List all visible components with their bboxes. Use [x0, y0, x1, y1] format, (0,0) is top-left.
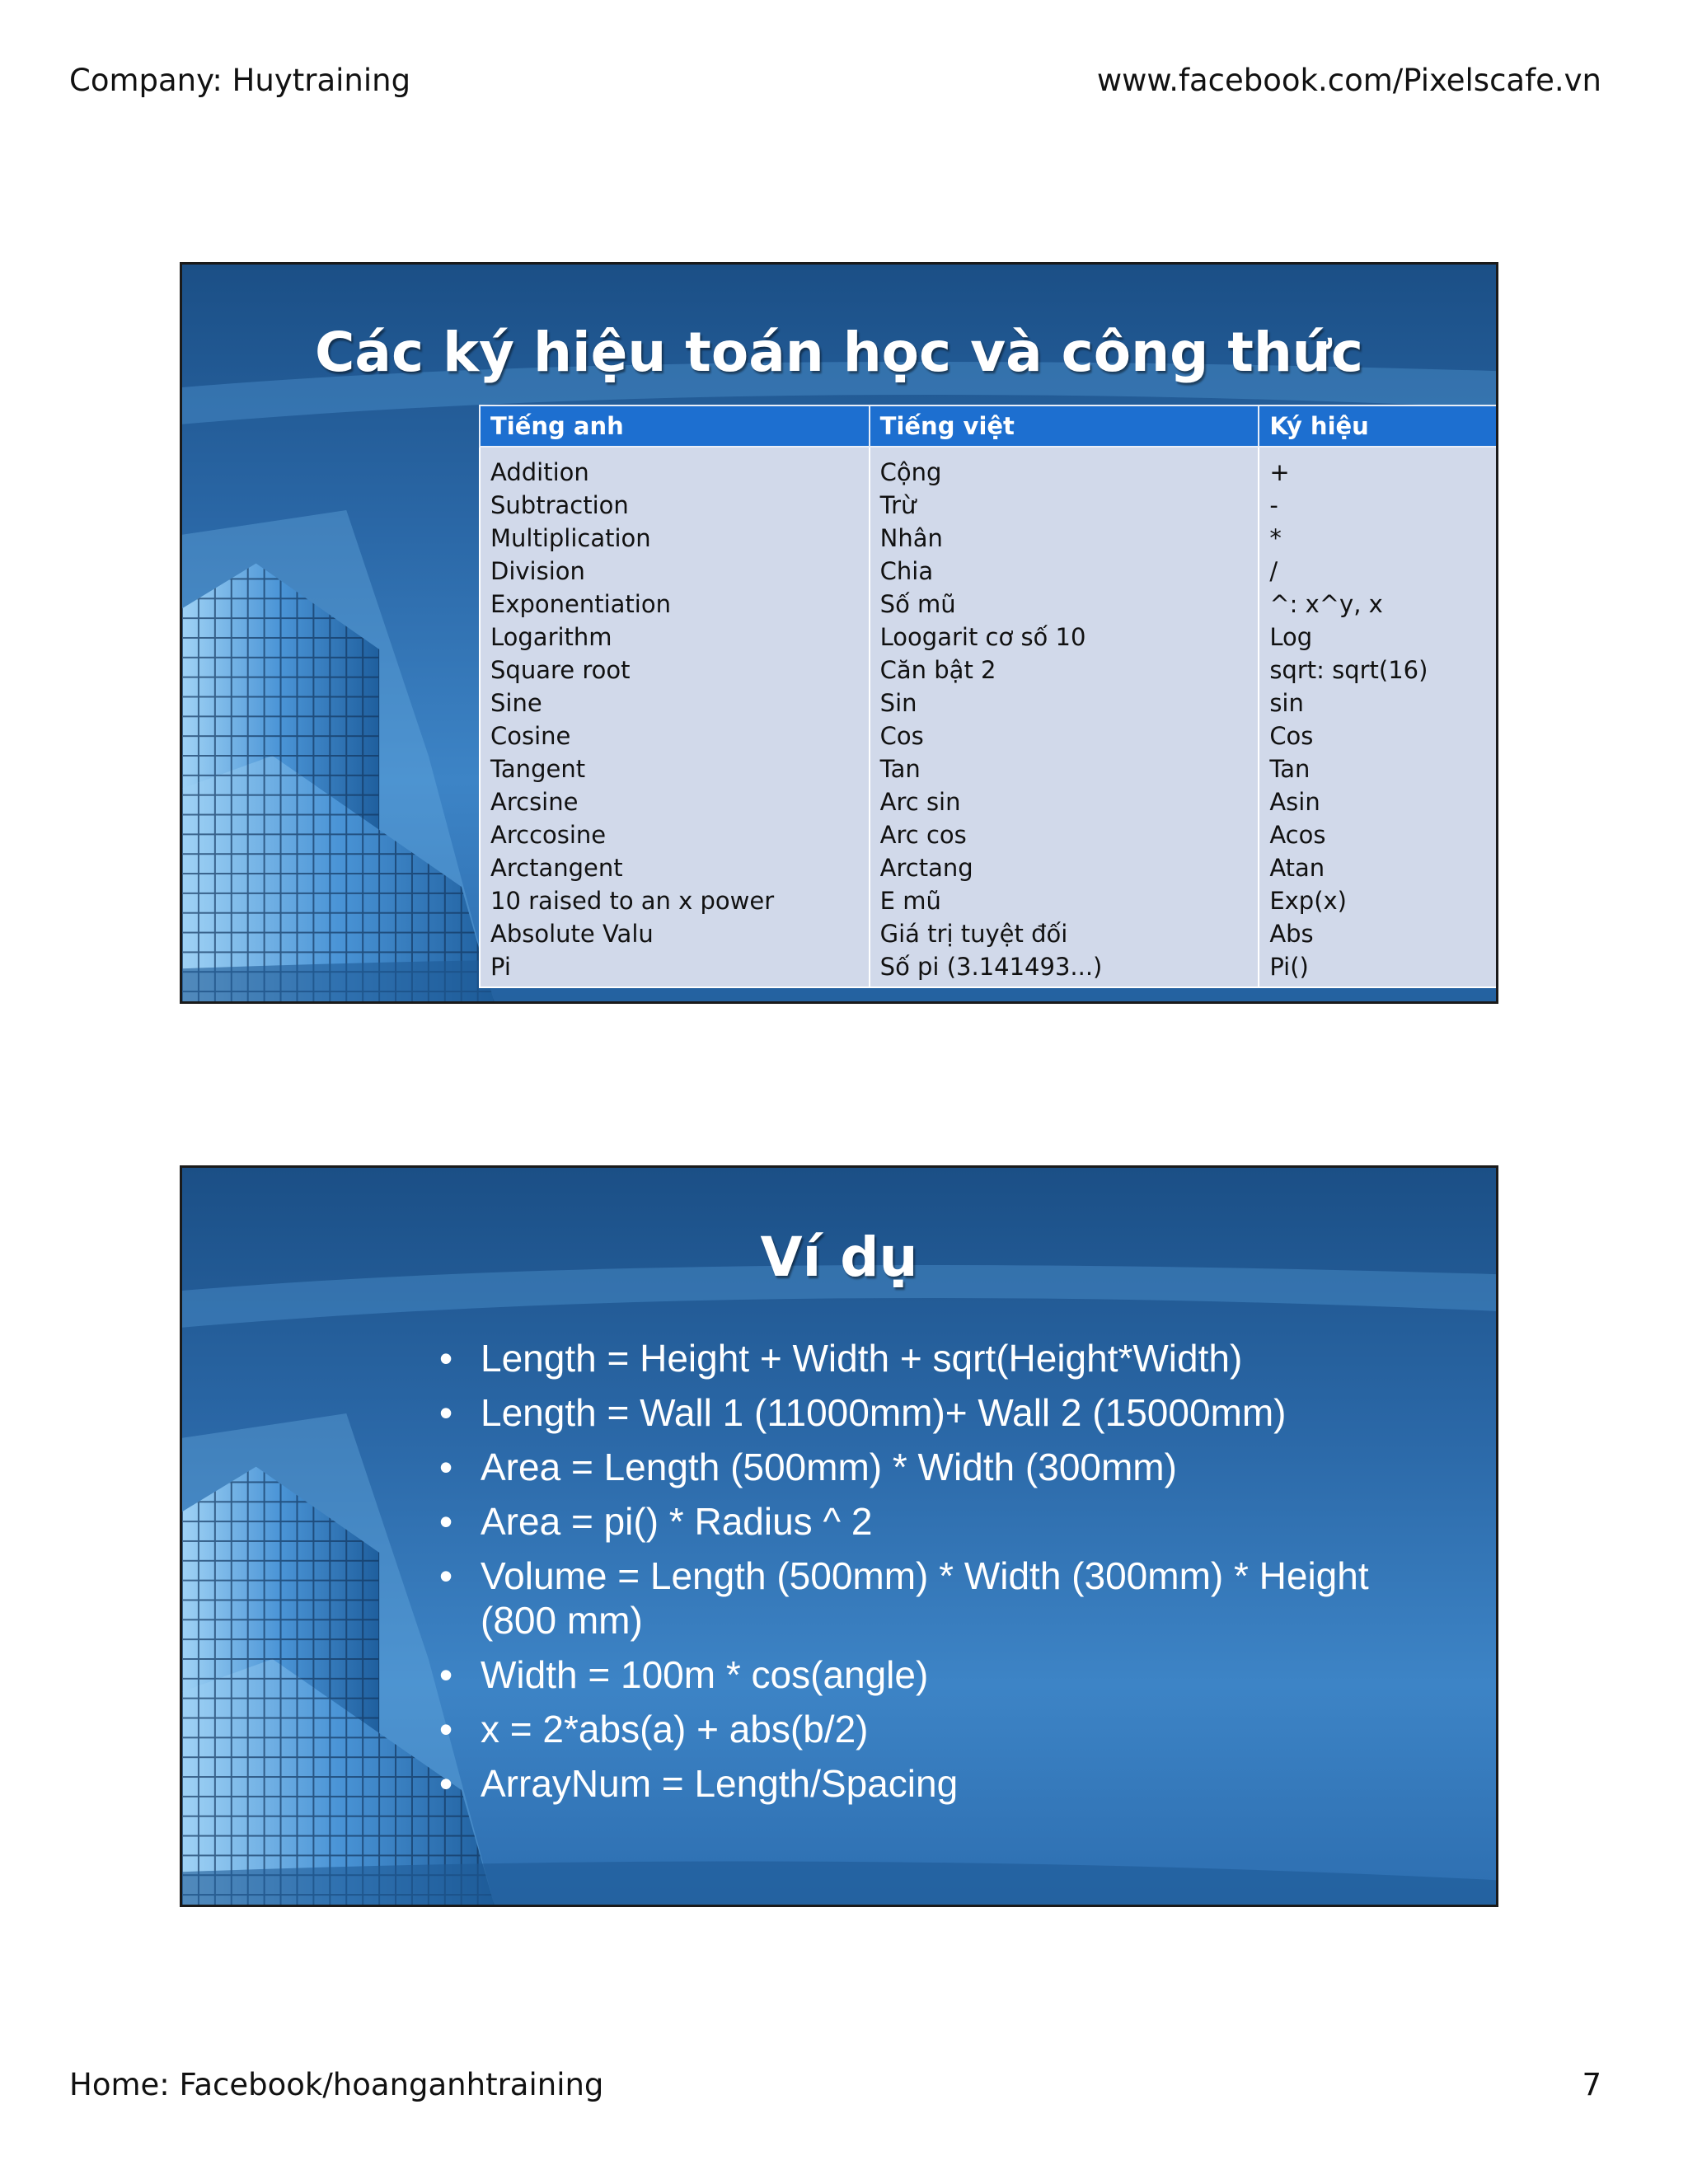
symbols-table: [479, 405, 1498, 988]
list-item-text: ArrayNum = Length/Spacing: [481, 1762, 959, 1805]
slide-examples: [180, 1165, 1498, 1907]
table-cell: Tangent: [490, 755, 586, 783]
bullet-icon: •: [439, 1653, 453, 1696]
table-cell: Pi: [490, 953, 511, 981]
column-header-vietnamese: Tiếng việt: [870, 405, 1259, 447]
table-cell: Log: [1269, 623, 1313, 651]
table-cell: Arctang: [879, 854, 973, 882]
table-cell: +: [1269, 458, 1290, 486]
table-row: [480, 447, 1498, 987]
header-company: Company: Huytraining: [69, 63, 411, 98]
table-cell: Trừ: [879, 491, 917, 519]
table-cell: Square root: [490, 656, 631, 684]
slide-symbols: [180, 262, 1498, 1004]
table-cell: Multiplication: [490, 524, 651, 552]
table-cell: Abs: [1269, 920, 1314, 948]
bullet-icon: •: [439, 1391, 453, 1434]
footer-home: Home: Facebook/hoanganhtraining: [69, 2067, 604, 2102]
list-item: [439, 1554, 1453, 1643]
table-cell: Tan: [879, 755, 921, 783]
table-cell: sqrt: sqrt(16): [1269, 656, 1428, 684]
table-cell: Cosine: [490, 722, 571, 750]
table-cell: Giá trị tuyệt đối: [879, 920, 1068, 948]
table-cell: Tan: [1269, 755, 1311, 783]
table-header-row: [480, 405, 1498, 447]
table-cell: 10 raised to an x power: [490, 887, 775, 915]
list-item: [439, 1390, 1453, 1435]
table-cell: Căn bật 2: [879, 656, 996, 684]
table-cell: Arccosine: [490, 821, 607, 849]
table-cell: Arctangent: [490, 854, 623, 882]
table-cell: *: [1269, 524, 1282, 552]
column-header-english: Tiếng anh: [480, 405, 870, 447]
example-list: [439, 1336, 1453, 1816]
table-cell: Acos: [1269, 821, 1326, 849]
table-cell: Arcsine: [490, 788, 579, 816]
column-header-symbol: Ký hiệu: [1259, 405, 1498, 447]
table-cell: Exponentiation: [490, 590, 671, 618]
bullet-icon: •: [439, 1446, 453, 1488]
list-item-text: Width = 100m * cos(angle): [481, 1653, 929, 1696]
english-terms-cell: [480, 447, 870, 987]
vietnamese-terms-cell: [870, 447, 1259, 987]
list-item-text: Length = Height + Width + sqrt(Height*Width): [481, 1337, 1243, 1380]
table-cell: Subtraction: [490, 491, 629, 519]
bullet-icon: •: [439, 1500, 453, 1543]
bullet-icon: •: [439, 1554, 453, 1597]
table-cell: Exp(x): [1269, 887, 1347, 915]
list-item-text: Area = pi() * Radius ^ 2: [481, 1500, 873, 1543]
table-cell: Arc sin: [879, 788, 961, 816]
table-cell: Arc cos: [879, 821, 967, 849]
list-item: [439, 1445, 1453, 1489]
list-item: [439, 1336, 1453, 1380]
table-cell: Logarithm: [490, 623, 612, 651]
table-cell: Division: [490, 557, 585, 585]
list-item: [439, 1761, 1453, 1806]
list-item: [439, 1499, 1453, 1544]
list-item-text: Length = Wall 1 (11000mm)+ Wall 2 (15000mm): [481, 1391, 1287, 1434]
bullet-icon: •: [439, 1337, 453, 1380]
list-item-text: x = 2*abs(a) + abs(b/2): [481, 1708, 869, 1750]
table-cell: Cộng: [879, 458, 942, 486]
symbols-cell: [1259, 447, 1498, 987]
list-item: [439, 1652, 1453, 1697]
list-item-text: Volume = Length (500mm) * Width (300mm) * Height (800 mm): [481, 1554, 1369, 1642]
bullet-icon: •: [439, 1762, 453, 1805]
list-item-text: Area = Length (500mm) * Width (300mm): [481, 1446, 1177, 1488]
list-item: [439, 1707, 1453, 1751]
table-cell: Loogarit cơ số 10: [879, 623, 1086, 651]
table-cell: Atan: [1269, 854, 1325, 882]
table-cell: Sine: [490, 689, 542, 717]
header-website: www.facebook.com/Pixelscafe.vn: [1096, 63, 1601, 98]
table-cell: -: [1269, 491, 1278, 519]
table-cell: Cos: [879, 722, 924, 750]
table-cell: Asin: [1269, 788, 1320, 816]
table-cell: Số pi (3.141493...): [879, 953, 1103, 981]
table-cell: sin: [1269, 689, 1304, 717]
table-cell: E mũ: [879, 887, 941, 915]
table-cell: /: [1269, 557, 1278, 585]
table-cell: Pi(): [1269, 953, 1309, 981]
slide-title: Các ký hiệu toán học và công thức: [315, 321, 1363, 384]
page-number: 7: [1582, 2067, 1601, 2102]
table-cell: Cos: [1269, 722, 1314, 750]
bullet-icon: •: [439, 1708, 453, 1750]
table-cell: Sin: [879, 689, 917, 717]
slide-title: Ví dụ: [760, 1226, 918, 1289]
table-cell: Chia: [879, 557, 934, 585]
table-cell: ^: x^y, x: [1269, 590, 1383, 618]
table-cell: Addition: [490, 458, 589, 486]
table-cell: Absolute Valu: [490, 920, 654, 948]
table-cell: Số mũ: [879, 590, 956, 618]
table-cell: Nhân: [879, 524, 943, 552]
